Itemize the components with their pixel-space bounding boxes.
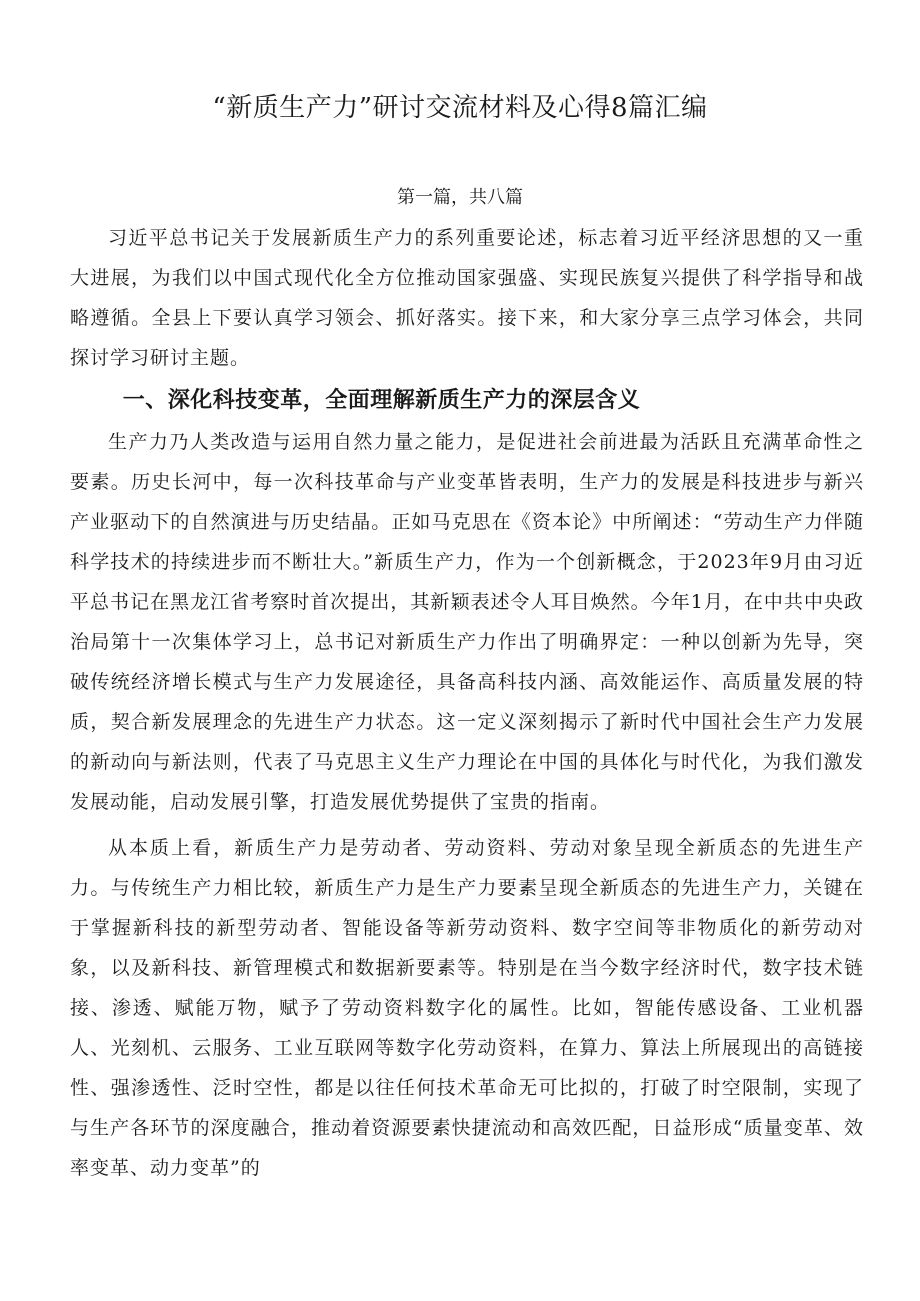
paragraph-productivity-definition: 生产力乃人类改造与运用自然力量之能力，是促进社会前进最为活跃且充满革命性之要素。历史长河中，每一次科技革命与产业变革皆表明，生产力的发展是科技进步与新兴产业驱动下的自然演进与历史结晶。正如马克思在《资本论》中所阐述：“劳动生产力伴随科学技术的持续进步而不断壮大。”新质生产力，作为一个创新概念，于2023年9月由习近平总书记在黑龙江省考察时首次提出，其新颖表述令人耳目焕然。今年1月，在中共中央政治局第十一次集体学习上，总书记对新质生产力作出了明确界定：一种以创新为先导，突破传统经济增长模式与生产力发展途径，具备高科技内涵、高效能运作、高质量发展的特质，契合新发展理念的先进生产力状态。这一定义深刻揭示了新时代中国社会生产力发展的新动向与新法则，代表了马克思主义生产力理论在中国的具体化与时代化，为我们激发发展动能，启动发展引擎，打造发展优势提供了宝贵的指南。 [70,431,864,813]
paragraph-essence: 从本质上看，新质生产力是劳动者、劳动资料、劳动对象呈现全新质态的先进生产力。与传统生产力相比较，新质生产力是生产力要素呈现全新质态的先进生产力，关键在于掌握新科技的新型劳动者、智能设备等新劳动资料、数字空间等非物质化的新劳动对象，以及新科技、新管理模式和数据新要素等。特别是在当今数字经济时代，数字技术链接、渗透、赋能万物，赋予了劳动资料数字化的属性。比如，智能传感设备、工业机器人、光刻机、云服务、工业互联网等数字化劳动资料，在算力、算法上所展现出的高链接性、强渗透性、泛时空性，都是以往任何技术革命无可比拟的，打破了时空限制，实现了与生产各环节的深度融合，推动着资源要素快捷流动和高效匹配，日益形成“质量变革、效率变革、动力变革”的 [70,837,864,1179]
section-heading-1: 一、深化科技变革，全面理解新质生产力的深层含义 [122,387,641,413]
paragraph-intro: 习近平总书记关于发展新质生产力的系列重要论述，标志着习近平经济思想的又一重大进展，为我们以中国式现代化全方位推动国家强盛、实现民族复兴提供了科学指导和战略遵循。全县上下要认真学习领会、抓好落实。接下来，和大家分享三点学习体会，共同探讨学习研讨主题。 [70,227,864,369]
part-label: 第一篇，共八篇 [397,187,523,208]
document-body [70,218,864,1188]
document-title: “新质生产力”研讨交流材料及心得8篇汇编 [212,93,708,123]
